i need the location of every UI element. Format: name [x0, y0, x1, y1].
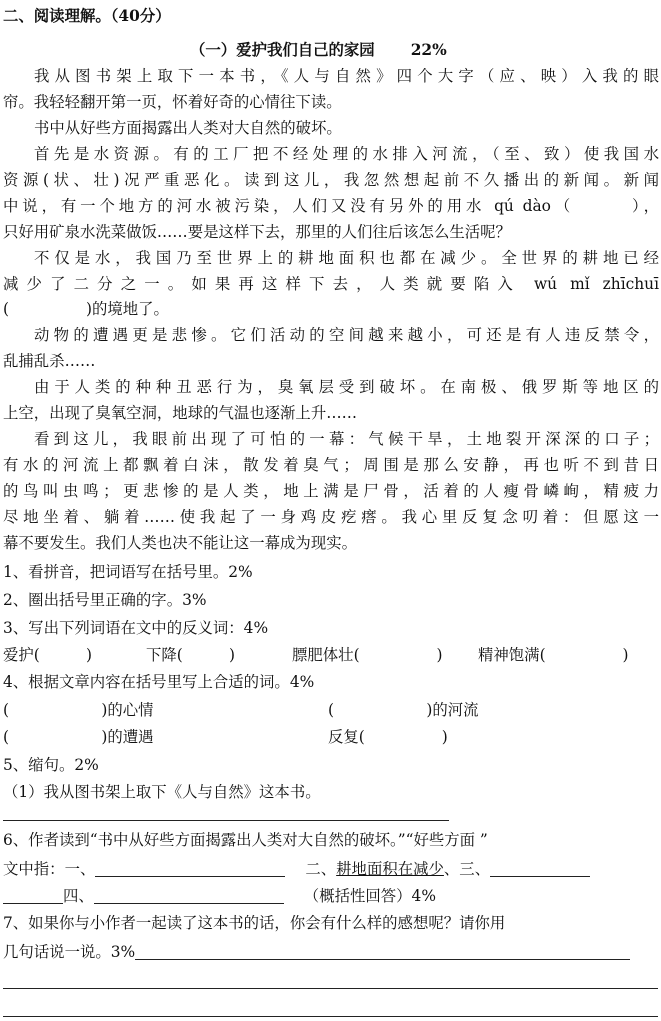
q3-item-antonym[interactable]: 爱护( ) — [3, 646, 92, 664]
question-5: 5、缩句。2% — [3, 756, 99, 774]
question-6: 6、作者读到“书中从好些方面揭露出人类对大自然的破坏。”“好些方面 ” — [3, 831, 488, 849]
passage-line: 我从图书架上取下一本书，《人与自然》四个大字（应、映）入我的眼 — [34, 67, 659, 85]
question-7: 7、如果你与小作者一起读了这本书的话，你会有什么样的感想呢？请你用 — [3, 914, 506, 932]
passage-line: 上空，出现了臭氧空洞，地球的气温也逐渐上升…… — [3, 404, 357, 422]
q6-part-3: 、三、 — [443, 860, 491, 878]
passage-line: 的鸟叫虫鸣；更悲惨的是人类，地上满是尸骨，活着的人瘦骨嶙峋，精疲力 — [3, 482, 659, 500]
section-heading: 二、阅读理解。（40分） — [3, 7, 171, 25]
q3-item-antonym[interactable]: 精神饱满( ) — [478, 646, 629, 664]
q6-answer-2: 耕地面积在减少 — [336, 860, 444, 878]
q7-answer-line-2[interactable] — [3, 988, 658, 989]
q6-blank-1[interactable] — [95, 862, 285, 877]
passage-line: 有水的河流上都飘着白沫，散发着臭气；周围是那么安静，再也听不到昔日 — [3, 456, 659, 474]
q5-answer-line[interactable] — [3, 820, 449, 821]
q4-item[interactable]: ( )的遭遇 — [3, 728, 154, 746]
question-1: 1、看拼音，把词语写在括号里。2% — [3, 563, 253, 581]
q7-text: 几句话说一说。3% — [3, 943, 136, 961]
question-2: 2、圈出括号里正确的字。3% — [3, 591, 207, 609]
q4-item[interactable]: 反复( ) — [328, 728, 448, 746]
q6-part-1: 文中指：一、 — [3, 860, 96, 878]
passage-line: 书中从好些方面揭露出人类对大自然的破坏。 — [34, 119, 342, 137]
passage-line: 中说，有一个地方的河水被污染，人们又没有另外的用水 qú dào（ ）， — [3, 197, 659, 215]
passage-line: 幕不要发生。我们人类也决不能让这一幕成为现实。 — [3, 534, 357, 552]
passage-title — [190, 40, 447, 60]
q4-item[interactable]: ( )的心情 — [3, 701, 154, 719]
passage-line: 不仅是水，我国乃至世界上的耕地面积也都在减少。全世界的耕地已经 — [34, 249, 659, 267]
passage-title-text: （一）爱护我们自己的家园 — [190, 41, 375, 59]
question-3: 3、写出下列词语在文中的反义词：4% — [3, 619, 269, 637]
passage-line: 资源(状、壮)况严重恶化。读到这儿，我忽然想起前不久播出的新闻。新闻 — [3, 171, 659, 189]
question-6-row — [3, 859, 590, 879]
passage-line: 帘。我轻轻翻开第一页，怀着好奇的心情往下读。 — [3, 93, 342, 111]
q4-item[interactable]: ( )的河流 — [328, 701, 479, 719]
passage-line: 看到这儿，我眼前出现了可怕的一幕：气候干旱，土地裂开深深的口子； — [34, 430, 659, 448]
q3-item-antonym[interactable]: 膘肥体壮( ) — [292, 646, 443, 664]
passage-score: 22% — [410, 41, 447, 59]
q6-part-2: 二、 — [305, 860, 337, 878]
passage-line: 首先是水资源。有的工厂把不经处理的水排入河流，（至、致）使我国水 — [34, 145, 659, 163]
q6-part-4: 四、 — [63, 887, 94, 905]
passage-line: 动物的遭遇更是悲惨。它们活动的空间越来越小，可还是有人违反禁令， — [34, 326, 659, 344]
passage-line: 减少了二分之一。如果再这样下去，人类就要陷入 wú mǐ zhīchuī — [3, 275, 659, 293]
q6-blank-3[interactable] — [490, 862, 590, 877]
question-7-line-2 — [3, 942, 630, 962]
q3-item-antonym[interactable]: 下降( ) — [146, 646, 235, 664]
passage-line: ( )的境地了。 — [3, 300, 169, 318]
q6-note: （概括性回答）4% — [303, 887, 436, 905]
question-4: 4、根据文章内容在括号里写上合适的词。4% — [3, 673, 315, 691]
question-5-1: （1）我从图书架上取下《人与自然》这本书。 — [3, 783, 321, 801]
q6-blank-4[interactable] — [94, 889, 284, 904]
q6-blank-3b[interactable] — [3, 889, 63, 904]
passage-line: 乱捕乱杀…… — [3, 352, 96, 370]
passage-line: 尽地坐着、躺着……使我起了一身鸡皮疙瘩。我心里反复念叨着：但愿这一 — [3, 508, 659, 526]
q7-answer-line-3[interactable] — [3, 1016, 658, 1017]
question-6-row-2 — [3, 886, 436, 906]
q7-answer-line-1[interactable] — [135, 945, 630, 960]
passage-line: 由于人类的种种丑恶行为，臭氧层受到破坏。在南极、俄罗斯等地区的 — [34, 378, 659, 396]
passage-line: 只好用矿泉水洗菜做饭……要是这样下去，那里的人们往后该怎么生活呢？ — [3, 223, 511, 241]
